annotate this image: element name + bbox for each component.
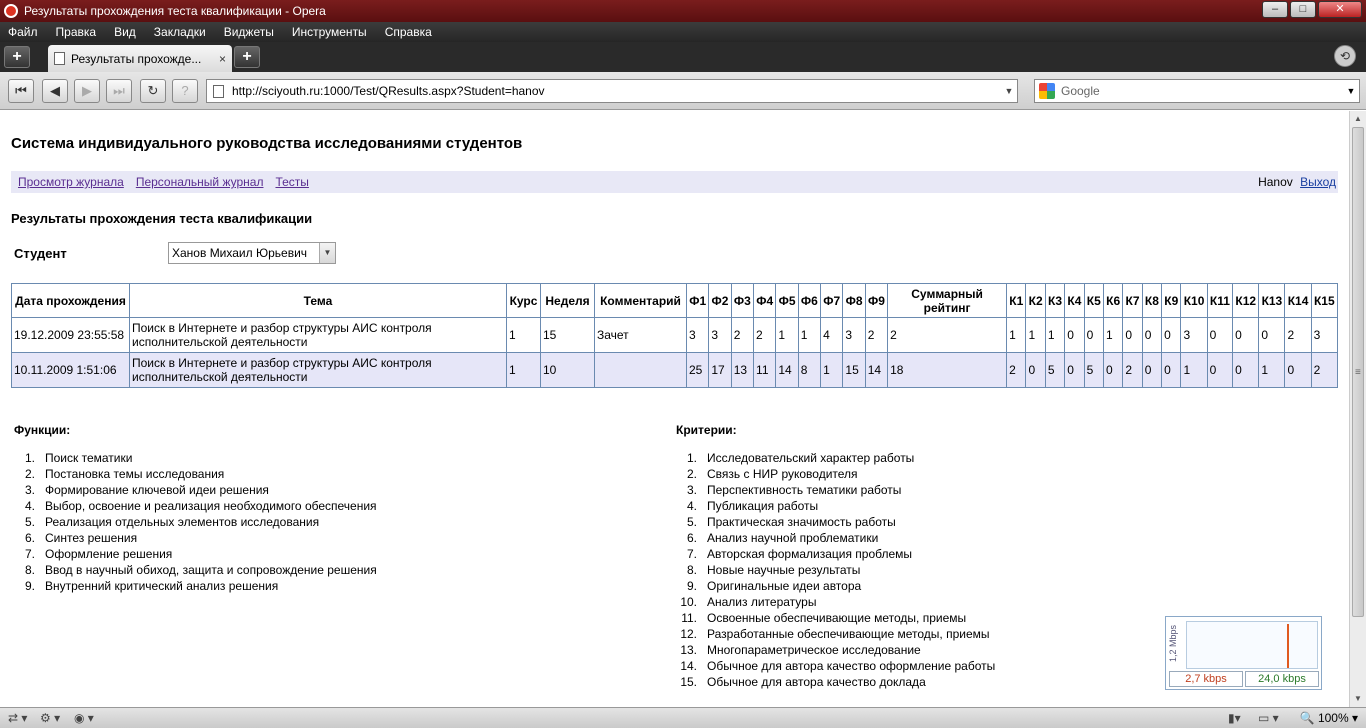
menu-bookmarks[interactable]: Закладки [153, 25, 206, 39]
meter-graph [1186, 621, 1318, 669]
column-header: К11 [1207, 284, 1233, 318]
forward-icon[interactable]: ▶ [74, 79, 100, 103]
zoom-level[interactable]: 🔍 100% ▾ [1299, 711, 1358, 725]
table-cell: Поиск в Интернете и разбор структуры АИС контроля исполнительской деятельности [130, 353, 507, 388]
view-icon[interactable]: ▭ ▾ [1258, 711, 1279, 725]
table-cell: Зачет [595, 318, 687, 353]
column-header: К12 [1233, 284, 1259, 318]
column-header: Ф7 [821, 284, 843, 318]
search-input[interactable]: Google [1061, 84, 1100, 98]
close-window-button[interactable]: ✕ [1318, 1, 1362, 18]
turbo-icon[interactable]: ▮▾ [1228, 711, 1241, 725]
window-titlebar [0, 0, 1366, 22]
table-cell: 15 [843, 353, 865, 388]
list-item-number: 10. [680, 595, 697, 609]
table-cell: 0 [1084, 318, 1103, 353]
new-tab-plus-icon[interactable]: + [234, 46, 260, 68]
table-cell: 1 [1045, 318, 1064, 353]
back-icon[interactable]: ◀ [42, 79, 68, 103]
table-cell: 3 [709, 318, 731, 353]
status-bar [0, 707, 1366, 728]
list-item [675, 562, 995, 578]
table-cell: 0 [1162, 318, 1181, 353]
maximize-button[interactable]: □ [1290, 1, 1316, 18]
table-cell: 1 [1007, 318, 1026, 353]
table-cell: 1 [798, 318, 820, 353]
table-cell: 1 [776, 318, 798, 353]
list-item [675, 450, 995, 466]
security-lock-icon[interactable]: ? [172, 79, 198, 103]
list-item-number: 5. [24, 515, 35, 529]
column-header: К4 [1065, 284, 1084, 318]
list-item [13, 498, 377, 514]
list-item [675, 578, 995, 594]
list-item-number: 15. [680, 675, 697, 689]
zoom-value: 100% [1317, 711, 1349, 725]
list-item-text: Оформление решения [45, 547, 173, 561]
list-item-number: 5. [686, 515, 697, 529]
list-item-text: Практическая значимость работы [707, 515, 896, 529]
window-title: Результаты прохождения теста квалификации - Opera [24, 4, 326, 18]
table-row [12, 353, 1338, 388]
reload-icon[interactable]: ↻ [140, 79, 166, 103]
scroll-up-icon[interactable]: ▲ [1354, 114, 1362, 123]
column-header: К5 [1084, 284, 1103, 318]
list-item-number: 2. [24, 467, 35, 481]
table-cell: 0 [1285, 353, 1311, 388]
page-content [0, 111, 1349, 707]
list-item-text: Формирование ключевой идеи решения [45, 483, 269, 497]
column-header: К15 [1311, 284, 1337, 318]
list-item-text: Освоенные обеспечивающие методы, приемы [707, 611, 967, 625]
list-item [675, 642, 995, 658]
column-header: Ф3 [731, 284, 753, 318]
table-cell: 0 [1026, 353, 1045, 388]
list-item-text: Оригинальные идеи автора [707, 579, 862, 593]
column-header: Неделя [541, 284, 595, 318]
table-cell: 4 [821, 318, 843, 353]
list-item-number: 13. [680, 643, 697, 657]
table-cell: 0 [1065, 353, 1084, 388]
list-item-text: Синтез решения [45, 531, 138, 545]
table-cell: 3 [1181, 318, 1207, 353]
table-cell: 13 [731, 353, 753, 388]
results-table [11, 283, 1338, 388]
table-cell: 1 [507, 318, 541, 353]
link-personal-journal[interactable]: Персональный журнал [135, 175, 264, 189]
tab-label: Результаты прохожде... [71, 51, 202, 66]
menu-edit[interactable]: Правка [55, 25, 97, 39]
list-item-text: Разработанные обеспечивающие методы, приемы [707, 627, 990, 641]
table-cell: 0 [1123, 318, 1142, 353]
address-history-chevron-down-icon[interactable]: ▼ [1004, 86, 1014, 96]
list-item-number: 3. [686, 483, 697, 497]
list-item-number: 1. [686, 451, 697, 465]
list-item [13, 578, 377, 594]
table-cell: 0 [1259, 318, 1285, 353]
table-cell: 0 [1207, 318, 1233, 353]
list-item-text: Многопараметрическое исследование [707, 643, 921, 657]
list-item-text: Постановка темы исследования [45, 467, 225, 481]
tab-results[interactable] [48, 45, 232, 72]
list-item [13, 450, 377, 466]
column-header: Ф8 [843, 284, 865, 318]
table-cell: 10 [541, 353, 595, 388]
list-item [13, 466, 377, 482]
minimize-button[interactable]: – [1262, 1, 1288, 18]
list-item-number: 7. [686, 547, 697, 561]
list-item-number: 7. [24, 547, 35, 561]
table-row [12, 318, 1338, 353]
site-navigation [11, 171, 1338, 193]
list-item [675, 610, 995, 626]
table-cell: 0 [1162, 353, 1181, 388]
close-tab-icon[interactable]: × [218, 51, 226, 66]
closed-tabs-trash-icon[interactable]: ⟲ [1334, 45, 1356, 67]
student-label: Студент [14, 246, 67, 261]
list-item-number: 2. [686, 467, 697, 481]
scroll-grip-icon: ≡ [1355, 367, 1361, 378]
table-cell: 0 [1142, 353, 1161, 388]
list-item-number: 9. [686, 579, 697, 593]
list-item-number: 4. [24, 499, 35, 513]
list-item [675, 466, 995, 482]
column-header: Ф1 [687, 284, 709, 318]
list-item-number: 8. [686, 563, 697, 577]
table-cell: 3 [1311, 318, 1337, 353]
table-cell: 10.11.2009 1:51:06 [12, 353, 130, 388]
fast-forward-icon[interactable]: ⏭ [106, 79, 132, 103]
navigation-bar [0, 72, 1366, 110]
student-select[interactable] [168, 242, 336, 264]
username: Hanov [1258, 175, 1293, 189]
column-header: Ф9 [865, 284, 887, 318]
list-item-text: Анализ научной проблематики [707, 531, 879, 545]
table-cell: 0 [1233, 318, 1259, 353]
table-cell: 2 [1311, 353, 1337, 388]
table-cell: 2 [1285, 318, 1311, 353]
meter-scale-label: 1,2 Mbps [1168, 625, 1178, 663]
student-select-value: Ханов Михаил Юрьевич [172, 246, 308, 260]
table-cell: 5 [1045, 353, 1064, 388]
table-cell: 1 [507, 353, 541, 388]
table-cell: 0 [1142, 318, 1161, 353]
list-item-text: Выбор, освоение и реализация необходимого обеспечения [45, 499, 377, 513]
site-favicon-icon [213, 85, 224, 98]
column-header: К6 [1103, 284, 1122, 318]
rewind-icon[interactable]: ⏮ [8, 79, 34, 103]
column-header: К9 [1162, 284, 1181, 318]
traffic-spike [1287, 624, 1289, 668]
table-cell: 1 [1103, 318, 1122, 353]
list-item-number: 6. [686, 531, 697, 545]
column-header: Курс [507, 284, 541, 318]
address-bar[interactable] [206, 79, 1018, 103]
menu-widgets[interactable]: Виджеты [223, 25, 274, 39]
column-header: К1 [1007, 284, 1026, 318]
table-cell: 15 [541, 318, 595, 353]
table-cell: 0 [1233, 353, 1259, 388]
table-cell: 25 [687, 353, 709, 388]
table-cell: 2 [865, 318, 887, 353]
column-header: Дата прохождения [12, 284, 130, 318]
list-item [675, 498, 995, 514]
list-item-text: Связь с НИР руководителя [707, 467, 858, 481]
address-input[interactable]: http://sciyouth.ru:1000/Test/QResults.aspx?Student=hanov [232, 84, 545, 98]
opera-logo-icon [4, 4, 18, 18]
zoom-magnifier-icon: 🔍 [1299, 711, 1315, 725]
table-cell: 19.12.2009 23:55:58 [12, 318, 130, 353]
unite-icon[interactable]: ◉ ▾ [74, 711, 94, 725]
list-item-text: Новые научные результаты [707, 563, 861, 577]
vertical-scrollbar[interactable] [1349, 111, 1366, 707]
list-item-text: Реализация отдельных элементов исследования [45, 515, 320, 529]
table-cell: 2 [1123, 353, 1142, 388]
table-cell: Поиск в Интернете и разбор структуры АИС контроля исполнительской деятельности [130, 318, 507, 353]
system-title: Система индивидуального руководства исследованиями студентов [11, 135, 523, 152]
list-item-text: Перспективность тематики работы [707, 483, 902, 497]
table-cell: 1 [821, 353, 843, 388]
link-tests[interactable]: Тесты [275, 175, 309, 189]
tab-bar [0, 42, 1366, 72]
list-item [13, 514, 377, 530]
column-header: Ф4 [754, 284, 776, 318]
upload-speed: 24,0 kbps [1245, 671, 1319, 687]
column-header: К14 [1285, 284, 1311, 318]
menu-tools[interactable]: Инструменты [291, 25, 367, 39]
table-cell: 3 [843, 318, 865, 353]
logout-link[interactable]: Выход [1300, 175, 1336, 189]
column-header: Ф2 [709, 284, 731, 318]
chevron-down-icon[interactable]: ▼ [319, 243, 335, 263]
column-header: К13 [1259, 284, 1285, 318]
menu-help[interactable]: Справка [384, 25, 432, 39]
list-item [675, 626, 995, 642]
list-item-number: 1. [24, 451, 35, 465]
table-header-row [12, 284, 1338, 318]
list-item-text: Внутренний критический анализ решения [45, 579, 279, 593]
list-item-number: 12. [680, 627, 697, 641]
list-item-text: Ввод в научный обиход, защита и сопровождение решения [45, 563, 377, 577]
table-cell: 18 [888, 353, 1007, 388]
sync-icon[interactable]: ⚙ ▾ [40, 711, 61, 725]
criteria-heading: Критерии: [676, 423, 737, 437]
table-cell: 17 [709, 353, 731, 388]
table-cell: 2 [731, 318, 753, 353]
list-item-number: 8. [24, 563, 35, 577]
table-cell: 0 [1103, 353, 1122, 388]
list-item-number: 3. [24, 483, 35, 497]
list-item [13, 482, 377, 498]
table-cell: 14 [776, 353, 798, 388]
table-cell [595, 353, 687, 388]
list-item-text: Исследовательский характер работы [707, 451, 915, 465]
functions-list [13, 450, 377, 594]
table-cell: 1 [1181, 353, 1207, 388]
list-item-number: 9. [24, 579, 35, 593]
scroll-down-icon[interactable]: ▼ [1354, 694, 1362, 703]
list-item [675, 514, 995, 530]
page-icon [54, 52, 65, 65]
table-cell: 2 [888, 318, 1007, 353]
list-item [13, 562, 377, 578]
table-cell: 3 [687, 318, 709, 353]
table-cell: 14 [865, 353, 887, 388]
search-box[interactable] [1034, 79, 1360, 103]
table-cell: 2 [754, 318, 776, 353]
list-item-text: Обычное для автора качество доклада [707, 675, 926, 689]
panels-toggle-icon[interactable]: ⇄ ▾ [8, 711, 28, 725]
column-header: Тема [130, 284, 507, 318]
table-cell: 2 [1007, 353, 1026, 388]
functions-heading: Функции: [14, 423, 71, 437]
list-item-text: Анализ литературы [707, 595, 817, 609]
list-item-text: Публикация работы [707, 499, 819, 513]
column-header: К3 [1045, 284, 1064, 318]
column-header: Ф5 [776, 284, 798, 318]
list-item [675, 594, 995, 610]
table-cell: 5 [1084, 353, 1103, 388]
list-item [675, 674, 995, 690]
list-item [675, 658, 995, 674]
list-item-number: 11. [681, 611, 697, 625]
menu-view[interactable]: Вид [114, 25, 136, 39]
list-item [13, 546, 377, 562]
criteria-list [675, 450, 995, 690]
tab-menu-plus-icon[interactable]: + [4, 46, 30, 68]
list-item [675, 546, 995, 562]
table-cell: 1 [1259, 353, 1285, 388]
list-item-text: Обычное для автора качество оформление работы [707, 659, 996, 673]
column-header: К8 [1142, 284, 1161, 318]
link-view-journal[interactable]: Просмотр журнала [18, 175, 124, 189]
list-item-number: 14. [680, 659, 697, 673]
column-header: К2 [1026, 284, 1045, 318]
page-title: Результаты прохождения теста квалификации [11, 211, 313, 226]
list-item-number: 4. [686, 499, 697, 513]
search-engine-chevron-down-icon[interactable]: ▼ [1346, 86, 1356, 96]
column-header: К7 [1123, 284, 1142, 318]
column-header: Суммарный рейтинг [888, 284, 1007, 318]
google-icon[interactable] [1039, 83, 1055, 99]
list-item-text: Поиск тематики [45, 451, 133, 465]
column-header: Комментарий [595, 284, 687, 318]
column-header: Ф6 [798, 284, 820, 318]
list-item-text: Авторская формализация проблемы [707, 547, 913, 561]
table-cell: 1 [1026, 318, 1045, 353]
list-item [675, 530, 995, 546]
table-cell: 0 [1207, 353, 1233, 388]
list-item [13, 530, 377, 546]
table-cell: 8 [798, 353, 820, 388]
network-speed-meter [1165, 616, 1322, 690]
list-item-number: 6. [24, 531, 35, 545]
menu-file[interactable]: Файл [8, 25, 38, 39]
menu-bar [0, 22, 1366, 42]
table-cell: 11 [754, 353, 776, 388]
download-speed: 2,7 kbps [1169, 671, 1243, 687]
table-cell: 0 [1065, 318, 1084, 353]
list-item [675, 482, 995, 498]
column-header: К10 [1181, 284, 1207, 318]
